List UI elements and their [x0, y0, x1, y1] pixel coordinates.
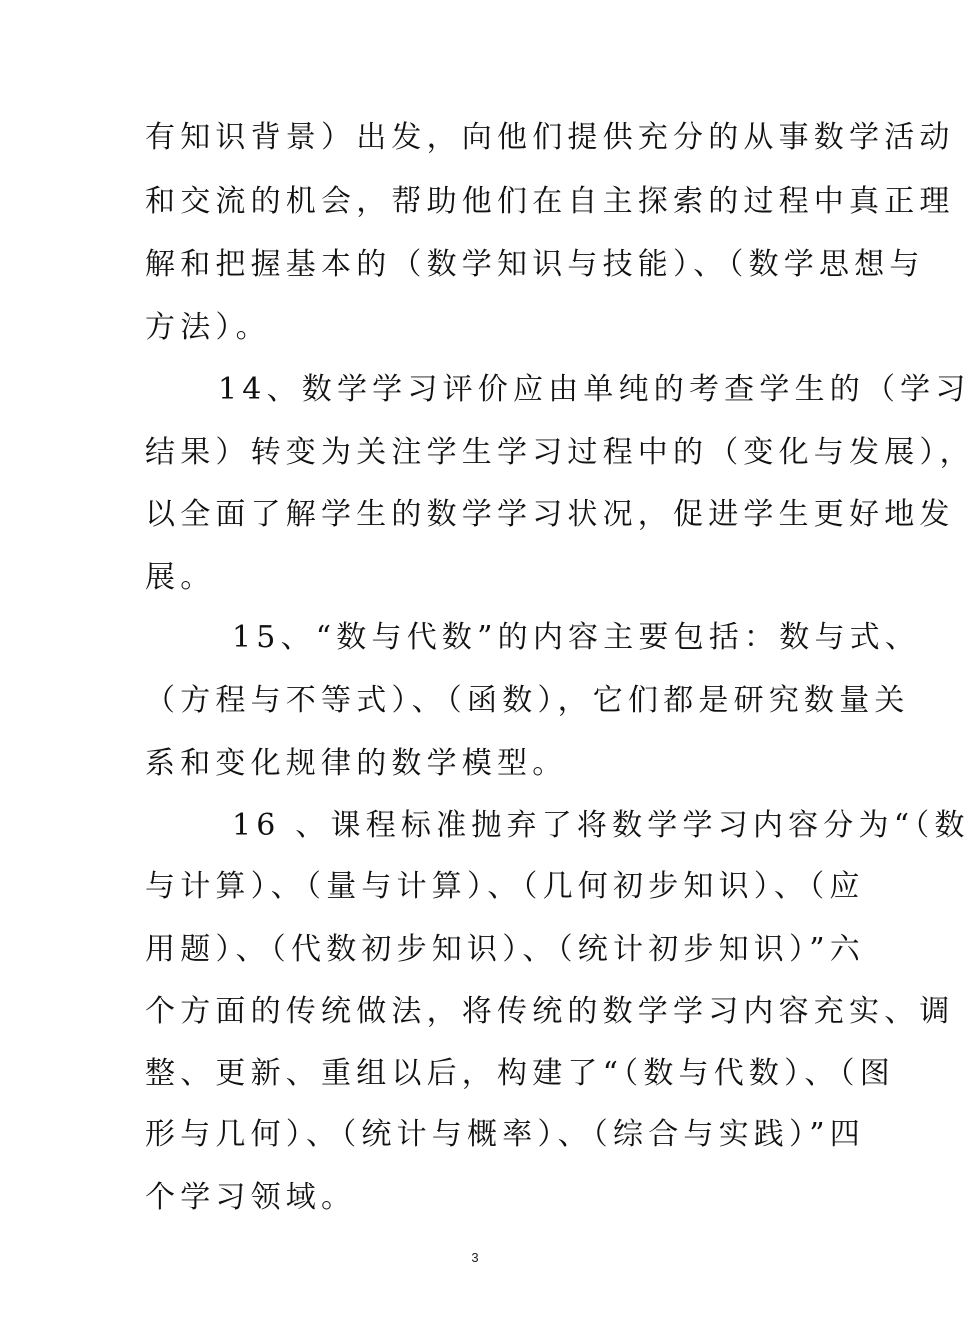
text-line: 有知识背景）出发，向他们提供充分的从事数学活动 [145, 120, 955, 155]
text-line: 用题）、（代数初步知识）、（统计初步知识）”六 [145, 932, 865, 967]
text-line: 展。 [145, 560, 216, 595]
page-number: 3 [471, 1250, 479, 1265]
text-line: 个方面的传统做法，将传统的数学学习内容充实、调 [145, 994, 955, 1029]
text-line: 和交流的机会，帮助他们在自主探索的过程中真正理 [145, 184, 955, 219]
text-line: 个学习领域。 [145, 1180, 357, 1215]
text-line: 形与几何）、（统计与概率）、（综合与实践）”四 [145, 1117, 865, 1152]
text-line: 系和变化规律的数学模型。 [145, 746, 568, 781]
paragraph-16-first-line: 16 、课程标准抛弃了将数学学习内容分为“（数 [232, 808, 970, 843]
paragraph-14-first-line: 14、数学学习评价应由单纯的考查学生的（学习 [218, 372, 971, 407]
text-line: 结果）转变为关注学生学习过程中的（变化与发展）， [145, 435, 975, 470]
paragraph-15-first-line: 15、“数与代数”的内容主要包括：数与式、 [232, 620, 921, 655]
text-line: 以全面了解学生的数学学习状况，促进学生更好地发 [145, 497, 955, 532]
text-line: 整、更新、重组以后，构建了“（数与代数）、（图 [145, 1056, 895, 1091]
text-line: （方程与不等式）、（函数），它们都是研究数量关 [145, 683, 910, 718]
text-line: 解和把握基本的（数学知识与技能）、（数学思想与 [145, 247, 925, 282]
text-line: 与计算）、（量与计算）、（几何初步知识）、（应 [145, 869, 865, 904]
text-line: 方法）。 [145, 310, 271, 345]
